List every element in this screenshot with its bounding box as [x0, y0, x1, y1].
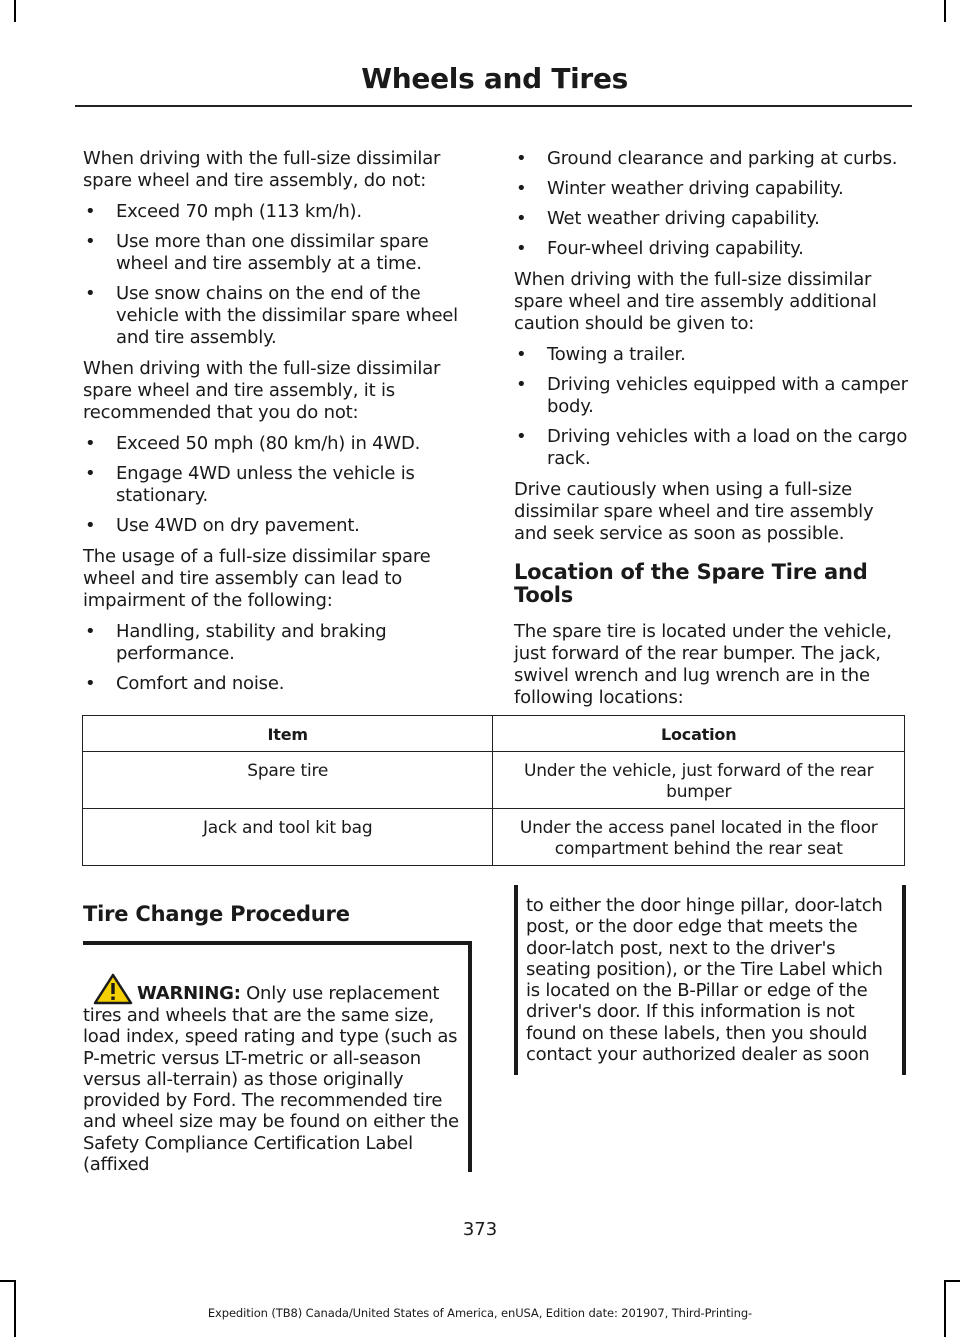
list-item: • Use snow chains on the end of the vehicle with the dissimilar spare wheel and tire assembly.: [83, 283, 475, 349]
list-item: • Towing a trailer.: [514, 344, 909, 366]
paragraph: When driving with the full-size dissimilar spare wheel and tire assembly, do not:: [83, 148, 441, 191]
warning-text: Only use replacement tires and wheels that are the same size, load index, speed rating and type (such as P-metric versus LT-metric or all-season versus all-terrain) as those originally provided by Ford. The recommended tire and wheel size may be found on either the Safety Compliance Certification Label (affixed: [83, 983, 459, 1176]
left-column: [83, 148, 475, 704]
list-item: • Winter weather driving capability.: [514, 178, 909, 200]
section-heading: Tire Change Procedure: [83, 902, 350, 926]
column-header-location: Location: [493, 716, 905, 752]
list-item: • Handling, stability and braking performance.: [83, 621, 475, 665]
crop-mark: [944, 0, 946, 22]
location-table: [82, 715, 905, 866]
crop-mark: [14, 0, 16, 22]
bullet-list: [514, 344, 909, 470]
list-item: • Use more than one dissimilar spare wheel and tire assembly at a time.: [83, 231, 475, 275]
table-cell: Spare tire: [83, 752, 493, 809]
list-item: • Comfort and noise.: [83, 673, 475, 695]
list-item: • Driving vehicles with a load on the cargo rack.: [514, 426, 909, 470]
paragraph: When driving with the full-size dissimilar spare wheel and tire assembly, it is recommended that you do not:: [83, 358, 441, 423]
bullet-list: [514, 148, 909, 260]
paragraph: The usage of a full-size dissimilar spare wheel and tire assembly can lead to impairment of the following:: [83, 546, 431, 611]
warning-box-continued: [514, 885, 906, 1075]
table-header-row: [83, 716, 905, 752]
list-item: • Ground clearance and parking at curbs.: [514, 148, 909, 170]
warning-text: to either the door hinge pillar, door-latch post, or the door edge that meets the door-latch post, next to the driver's seating position), or the Tire Label which is located on the B-Pillar or edge of the driver's door. If this information is not found on these labels, then you should contact your authorized dealer as soon: [526, 895, 883, 1066]
warning-box: [83, 941, 472, 1176]
list-item: • Exceed 70 mph (113 km/h).: [83, 201, 475, 223]
table-cell: Under the access panel located in the floor compartment behind the rear seat: [493, 809, 905, 866]
crop-mark: [0, 1280, 16, 1282]
table-cell: Jack and tool kit bag: [83, 809, 493, 866]
paragraph: Drive cautiously when using a full-size dissimilar spare wheel and tire assembly and seek service as soon as possible.: [514, 479, 874, 544]
warning-triangle-icon: [93, 973, 133, 1005]
page-number: 373: [462, 1219, 498, 1240]
right-column: [514, 148, 909, 718]
warning-label: WARNING:: [137, 983, 241, 1004]
list-item: • Engage 4WD unless the vehicle is stationary.: [83, 463, 475, 507]
column-header-item: Item: [83, 716, 493, 752]
paragraph: The spare tire is located under the vehicle, just forward of the rear bumper. The jack, swivel wrench and lug wrench are in the following locations:: [514, 621, 892, 708]
list-item: • Use 4WD on dry pavement.: [83, 515, 475, 537]
edition-footer: Expedition (TB8) Canada/United States of America, enUSA, Edition date: 201907, Third-Printing-: [207, 1306, 753, 1320]
paragraph: When driving with the full-size dissimilar spare wheel and tire assembly additional caution should be given to:: [514, 269, 877, 334]
bullet-list: [83, 201, 475, 349]
section-heading: Location of the Spare Tire and Tools: [514, 560, 868, 607]
page-title: Wheels and Tires: [361, 62, 628, 95]
crop-mark: [944, 1280, 960, 1282]
table-row: [83, 752, 905, 809]
bullet-list: [83, 621, 475, 695]
bullet-list: [83, 433, 475, 537]
table-row: [83, 809, 905, 866]
list-item: • Wet weather driving capability.: [514, 208, 909, 230]
table-cell: Under the vehicle, just forward of the rear bumper: [493, 752, 905, 809]
list-item: • Four-wheel driving capability.: [514, 238, 909, 260]
header-divider: [75, 105, 912, 107]
list-item: • Exceed 50 mph (80 km/h) in 4WD.: [83, 433, 475, 455]
list-item: • Driving vehicles equipped with a camper body.: [514, 374, 909, 418]
